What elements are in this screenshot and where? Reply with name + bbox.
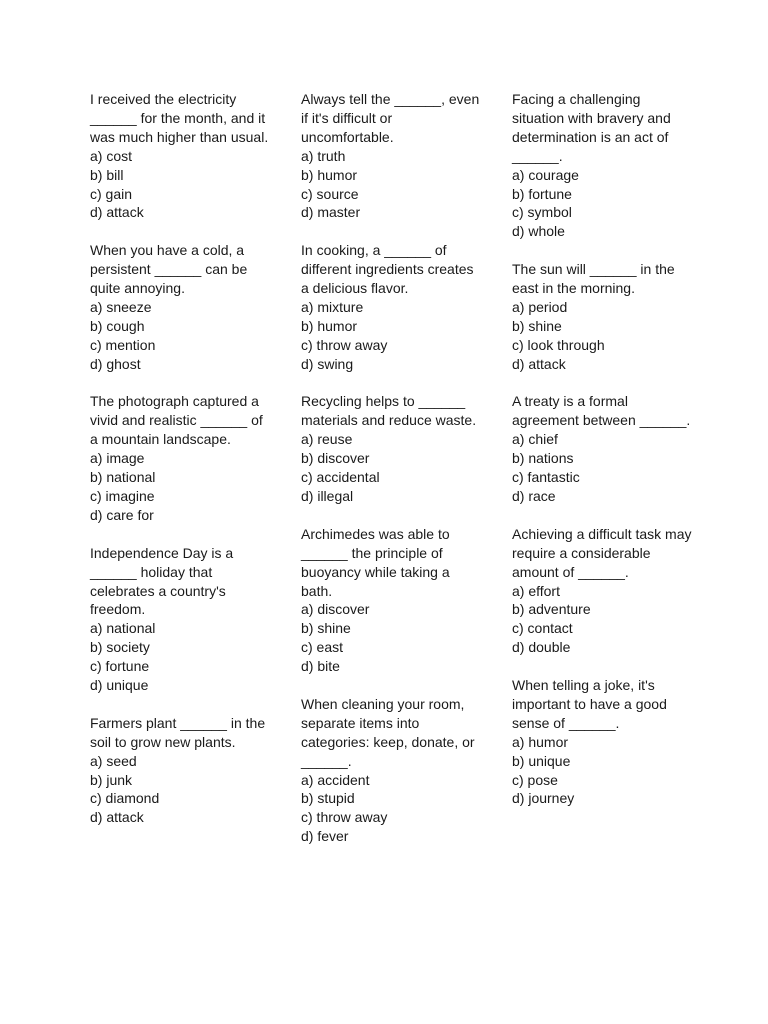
question-stem: In cooking, a ______ of different ingredients creates a delicious flavor. [301,242,478,297]
answer-option: b) cough [90,317,145,334]
answer-option: d) double [512,639,571,656]
answer-option: a) mixture [301,298,364,315]
worksheet-column-3 [512,90,696,827]
question-stem: Farmers plant ______ in the soil to grow new plants. [90,714,269,750]
answer-option: c) fortune [90,658,150,675]
answer-option: a) discover [301,601,370,618]
answer-option: d) unique [90,677,149,694]
question-stem: When telling a joke, it's important to have a good sense of ______. [512,677,671,731]
answer-option: b) shine [512,317,562,334]
answer-option: a) reuse [301,431,353,448]
answer-option: c) mention [90,336,156,353]
question-block [512,525,696,657]
answer-option: d) journey [512,790,575,807]
answer-option: b) discover [301,450,370,467]
answer-option: d) master [301,204,361,221]
answer-option: b) fortune [512,185,572,202]
answer-option: c) diamond [90,790,160,807]
answer-option: d) ghost [90,355,141,372]
question-block [512,392,692,505]
answer-option: a) truth [301,147,346,164]
answer-option: b) stupid [301,790,355,807]
question-block [90,544,270,695]
answer-option: a) cost [90,147,133,164]
question-stem: A treaty is a formal agreement between ______. [512,393,691,429]
question-block [90,90,270,222]
answer-option: c) accidental [301,469,380,486]
question-stem: Always tell the ______, even if it's difficult or uncomfortable. [301,91,484,145]
answer-option: d) illegal [301,488,354,504]
question-stem: When cleaning your room, separate items into categories: keep, donate, or ______. [301,695,479,769]
answer-option: b) adventure [512,601,591,618]
answer-option: a) national [90,620,156,637]
question-stem: Recycling helps to ______ materials and reduce waste. [301,393,477,429]
worksheet-column-1 [90,90,270,846]
answer-option: c) pose [512,771,558,788]
answer-option: d) whole [512,223,565,240]
question-block [512,260,692,373]
question-block [301,241,481,373]
answer-option: a) seed [90,752,137,769]
answer-option: a) chief [512,431,558,448]
answer-option: b) humor [301,166,358,183]
answer-option: c) gain [90,185,133,202]
answer-option: c) fantastic [512,469,580,486]
answer-option: b) national [90,469,156,486]
answer-option: d) swing [301,355,354,372]
answer-option: b) unique [512,752,571,769]
answer-option: a) effort [512,582,560,599]
answer-option: b) nations [512,450,574,467]
answer-option: b) bill [90,166,124,183]
answer-option: a) accident [301,771,370,788]
answer-option: b) society [90,639,150,656]
question-block [90,241,270,373]
answer-option: d) attack [512,355,566,372]
question-block [90,714,270,827]
question-stem: Independence Day is a ______ holiday that celebrates a country's freedom. [90,544,238,618]
question-block [512,676,692,808]
question-block [301,525,481,676]
question-block [301,90,484,222]
question-block [512,90,692,241]
question-stem: I received the electricity ______ for the month, and it was much higher than usual. [90,91,270,145]
answer-option: d) attack [90,204,144,221]
question-block [301,695,481,846]
answer-option: c) imagine [90,488,155,504]
answer-option: d) fever [301,828,349,845]
answer-option: c) symbol [512,204,572,221]
answer-option: c) throw away [301,336,388,353]
answer-option: c) contact [512,620,573,637]
answer-option: c) source [301,185,359,202]
answer-option: a) period [512,298,568,315]
answer-option: d) bite [301,658,340,675]
answer-option: c) look through [512,336,605,353]
answer-option: c) east [301,639,344,656]
question-block [90,392,270,524]
answer-option: a) humor [512,733,569,750]
answer-option: b) shine [301,620,351,637]
answer-option: b) junk [90,771,133,788]
question-stem: Archimedes was able to ______ the principle of buoyancy while taking a bath. [301,525,454,599]
answer-option: d) care for [90,506,154,523]
question-stem: The photograph captured a vivid and realistic ______ of a mountain landscape. [90,393,267,448]
question-block [301,392,481,505]
answer-option: d) race [512,488,556,504]
answer-option: c) throw away [301,809,388,826]
answer-option: a) courage [512,166,579,183]
question-stem: Achieving a difficult task may require a considerable amount of ______. [512,525,696,580]
answer-option: a) sneeze [90,298,152,315]
question-stem: The sun will ______ in the east in the morning. [512,261,679,297]
worksheet-column-2 [301,90,484,865]
answer-option: d) attack [90,809,144,826]
answer-option: a) image [90,450,145,467]
question-stem: When you have a cold, a persistent ______ can be quite annoying. [90,242,252,297]
question-stem: Facing a challenging situation with bravery and determination is an act of ______. [512,91,675,164]
answer-option: b) humor [301,317,358,334]
